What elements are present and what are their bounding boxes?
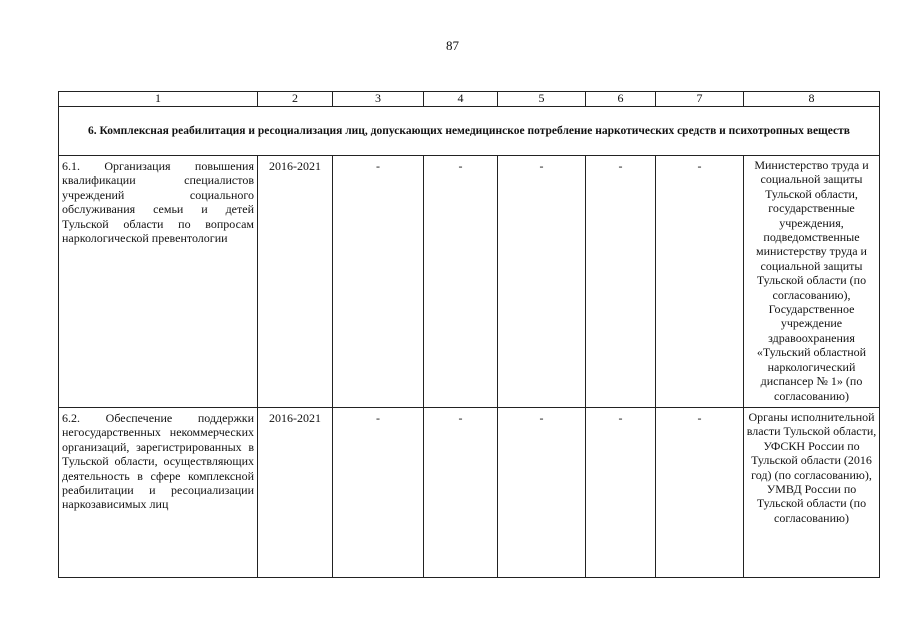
section-title: 6. Комплексная реабилитация и ресоциализация лиц, допускающих немедицинское потребление наркотических средств и психотропных веществ: [59, 107, 880, 156]
row-cell-7: -: [656, 408, 744, 578]
row-cell-5: -: [498, 156, 586, 408]
row-period: 2016-2021: [258, 156, 333, 408]
row-cell-6: -: [586, 156, 656, 408]
column-header-1: 1: [59, 92, 258, 107]
table-row: [59, 156, 880, 408]
row-description: 6.2. Обеспечение поддержки негосударственных некоммерческих организаций, зарегистрированных в Тульской области, осуществляющих деятельность в сфере комплексной реабилитации и ресоциализации наркозависимых лиц: [59, 408, 258, 578]
row-cell-4: -: [424, 156, 498, 408]
row-cell-6: -: [586, 408, 656, 578]
column-header-5: 5: [498, 92, 586, 107]
column-header-row: [59, 92, 880, 107]
row-cell-4: -: [424, 408, 498, 578]
row-cell-3: -: [333, 156, 424, 408]
row-cell-5: -: [498, 408, 586, 578]
row-cell-3: -: [333, 408, 424, 578]
program-table: [58, 91, 880, 578]
row-responsible: Органы исполнительной власти Тульской области, УФСКН России по Тульской области (2016 год) (по согласованию), УМВД России по Тульской области (по согласованию): [744, 408, 880, 578]
column-header-4: 4: [424, 92, 498, 107]
column-header-2: 2: [258, 92, 333, 107]
page-number: 87: [446, 38, 459, 53]
table-row: [59, 408, 880, 578]
row-period: 2016-2021: [258, 408, 333, 578]
column-header-3: 3: [333, 92, 424, 107]
row-responsible: Министерство труда и социальной защиты Тульской области, государственные учреждения, подведомственные министерству труда и социальной защиты Тульской области (по согласованию), Государственное учреждение здравоохранения «Тульский областной наркологический диспансер № 1» (по согласованию): [744, 156, 880, 408]
column-header-8: 8: [744, 92, 880, 107]
row-cell-7: -: [656, 156, 744, 408]
column-header-7: 7: [656, 92, 744, 107]
row-description: 6.1. Организация повышения квалификации специалистов учреждений социального обслуживания семьи и детей Тульской области по вопросам наркологической превентологии: [59, 156, 258, 408]
section-row: [59, 107, 880, 156]
column-header-6: 6: [586, 92, 656, 107]
